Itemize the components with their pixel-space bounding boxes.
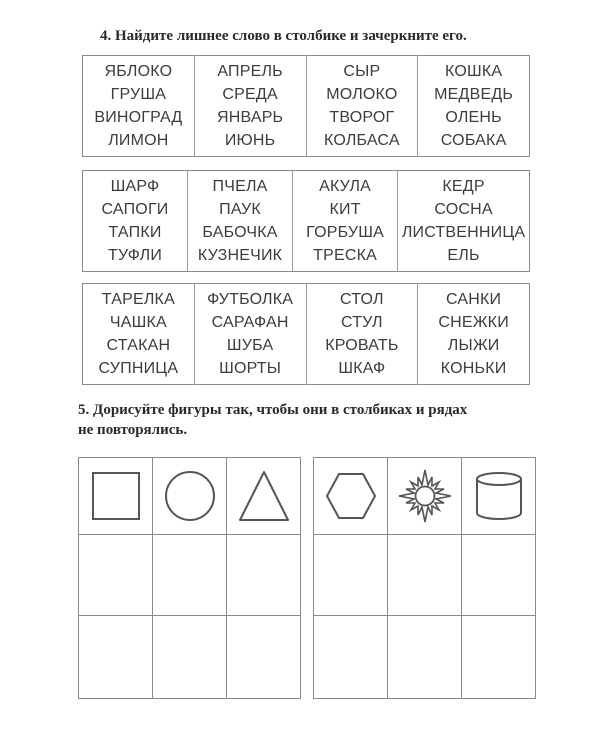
- word[interactable]: ТВОРОГ: [329, 109, 395, 126]
- word[interactable]: СТОЛ: [340, 291, 384, 308]
- grid-cell-empty[interactable]: [388, 535, 462, 616]
- grid-cell: [462, 458, 536, 535]
- word[interactable]: ЯНВАРЬ: [216, 109, 284, 126]
- word-column: [194, 284, 306, 385]
- grid-cell: [79, 458, 153, 535]
- grid-cell-empty[interactable]: [153, 616, 227, 699]
- square-icon: [88, 468, 144, 524]
- word[interactable]: СНЕЖКИ: [438, 314, 509, 331]
- word[interactable]: АПРЕЛЬ: [217, 63, 283, 80]
- grid-cell-empty[interactable]: [79, 616, 153, 699]
- shape-grid-left: [78, 457, 301, 699]
- grid-cell-empty[interactable]: [462, 535, 536, 616]
- word[interactable]: АКУЛА: [319, 178, 372, 195]
- grid-cell-empty[interactable]: [314, 616, 388, 699]
- word[interactable]: КОЛБАСА: [324, 132, 400, 149]
- word[interactable]: КОНЬКИ: [440, 360, 507, 377]
- word-column: [398, 171, 530, 272]
- grid-cell: [153, 458, 227, 535]
- word[interactable]: ИЮНЬ: [224, 132, 276, 149]
- task-4-title: 4. Найдите лишнее слово в столбике и зачеркните его.: [100, 28, 467, 44]
- word[interactable]: САНКИ: [446, 291, 502, 308]
- word[interactable]: ФУТБОЛКА: [207, 291, 294, 308]
- word[interactable]: ГОРБУША: [306, 224, 385, 241]
- word[interactable]: ВИНОГРАД: [94, 109, 183, 126]
- word-table-2: [82, 170, 530, 272]
- grid-cell-empty[interactable]: [388, 616, 462, 699]
- word-column: [418, 284, 530, 385]
- word[interactable]: КЕДР: [442, 178, 485, 195]
- word-column: [188, 171, 293, 272]
- word[interactable]: ПЧЕЛА: [212, 178, 268, 195]
- word[interactable]: ТУФЛИ: [107, 247, 163, 264]
- word[interactable]: ШАРФ: [110, 178, 160, 195]
- grid-cell: [227, 458, 301, 535]
- word[interactable]: СРЕДА: [222, 86, 278, 103]
- word[interactable]: СЫР: [343, 63, 381, 80]
- word[interactable]: ГРУША: [110, 86, 167, 103]
- word[interactable]: ТАПКИ: [108, 224, 162, 241]
- hexagon-icon: [323, 468, 379, 524]
- grid-cell-empty[interactable]: [227, 616, 301, 699]
- grid-cell-empty[interactable]: [227, 535, 301, 616]
- grid-cell: [388, 458, 462, 535]
- word[interactable]: ЛЫЖИ: [447, 337, 500, 354]
- task-5-title-line-1: 5. Дорисуйте фигуры так, чтобы они в столбиках и рядах: [78, 402, 468, 418]
- word-column: [194, 56, 306, 157]
- word[interactable]: КРОВАТЬ: [325, 337, 399, 354]
- word-column: [306, 56, 418, 157]
- word[interactable]: ТАРЕЛКА: [101, 291, 175, 308]
- word[interactable]: САПОГИ: [101, 201, 169, 218]
- word[interactable]: ЯБЛОКО: [104, 63, 173, 80]
- word[interactable]: ПАУК: [219, 201, 261, 218]
- word-table-1: [82, 55, 530, 157]
- word[interactable]: СОБАКА: [440, 132, 507, 149]
- word[interactable]: СОСНА: [434, 201, 493, 218]
- word-column: [83, 56, 195, 157]
- word[interactable]: ЕЛЬ: [447, 247, 480, 264]
- word-table-3: [82, 283, 530, 385]
- word-column: [306, 284, 418, 385]
- word[interactable]: ЛИСТВЕННИЦА: [401, 224, 526, 241]
- grid-cell-empty[interactable]: [462, 616, 536, 699]
- word[interactable]: ШОРТЫ: [219, 360, 282, 377]
- word[interactable]: БАБОЧКА: [202, 224, 278, 241]
- word[interactable]: СТУЛ: [341, 314, 383, 331]
- word[interactable]: ОЛЕНЬ: [445, 109, 502, 126]
- grid-cell-empty[interactable]: [79, 535, 153, 616]
- sun-icon: [397, 468, 453, 524]
- word[interactable]: КОШКА: [445, 63, 503, 80]
- grid-cell: [314, 458, 388, 535]
- word[interactable]: САРАФАН: [211, 314, 289, 331]
- word[interactable]: КИТ: [329, 201, 361, 218]
- circle-icon: [162, 468, 218, 524]
- grid-cell-empty[interactable]: [153, 535, 227, 616]
- word[interactable]: МЕДВЕДЬ: [434, 86, 514, 103]
- word[interactable]: ЧАШКА: [109, 314, 167, 331]
- grid-cell-empty[interactable]: [314, 535, 388, 616]
- word[interactable]: КУЗНЕЧИК: [197, 247, 283, 264]
- word[interactable]: СТАКАН: [106, 337, 171, 354]
- word[interactable]: ТРЕСКА: [313, 247, 378, 264]
- word[interactable]: МОЛОКО: [326, 86, 398, 103]
- cylinder-icon: [471, 468, 527, 524]
- word-column: [418, 56, 530, 157]
- shape-grid-right: [313, 457, 536, 699]
- word-column: [83, 284, 195, 385]
- triangle-icon: [236, 468, 292, 524]
- word-column: [293, 171, 398, 272]
- word[interactable]: ШКАФ: [338, 360, 386, 377]
- word[interactable]: ЛИМОН: [108, 132, 169, 149]
- word[interactable]: ШУБА: [226, 337, 274, 354]
- word-column: [83, 171, 188, 272]
- task-5-title: [78, 400, 548, 440]
- task-5-title-line-2: не повторялись.: [78, 422, 188, 438]
- word[interactable]: СУПНИЦА: [98, 360, 179, 377]
